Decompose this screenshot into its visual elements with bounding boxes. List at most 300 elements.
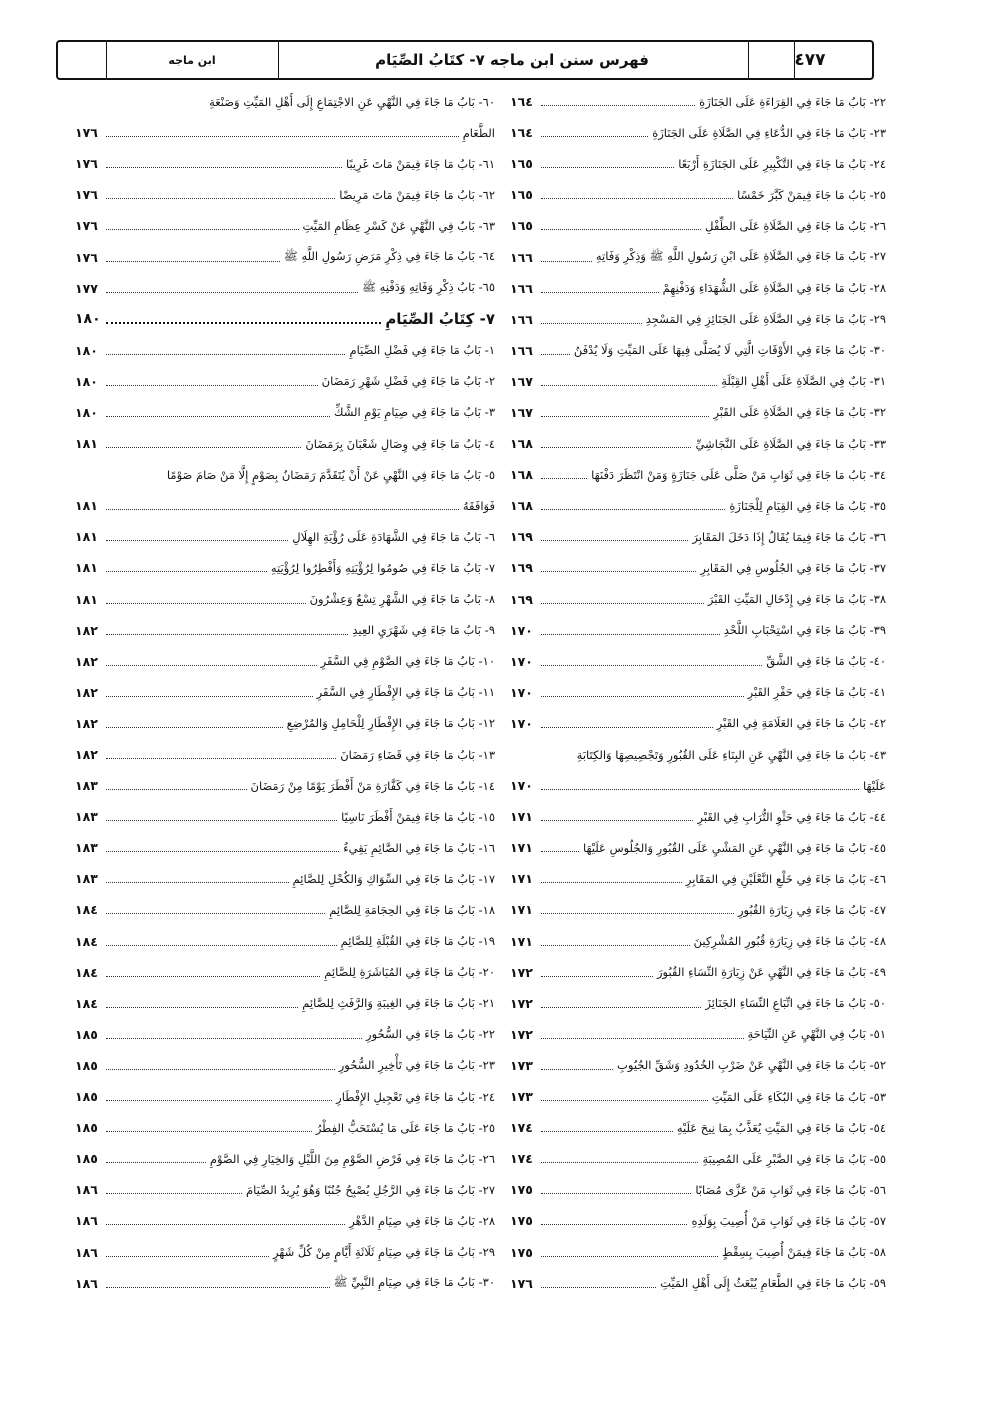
toc-entry — [510, 863, 886, 894]
toc-entry-title: ٣- بَابُ مَا جَاءَ فِي صِيَامِ يَوْمِ الشَّكِّ — [334, 405, 495, 420]
toc-entry-page: ١٦٦ — [510, 249, 533, 265]
toc-entry-title: ٤٣- بَابُ مَا جَاءَ فِي النَّهْيِ عَنِ البِنَاءِ عَلَى القُبُورِ وَتَجْصِيصِهَا وَالكِتَابَةِ — [576, 747, 886, 762]
toc-entry-page: ١٨٥ — [75, 1151, 98, 1167]
toc-entry-title: ٤١- بَابُ مَا جَاءَ فِي حَفْرِ القَبْرِ — [747, 685, 886, 700]
toc-entry — [75, 957, 495, 988]
toc-entry-page: ١٨٤ — [75, 902, 98, 918]
toc-entry-page: ١٦٥ — [510, 187, 533, 203]
toc-entry — [75, 490, 495, 521]
toc-entry-title: ٤٧- بَابُ مَا جَاءَ فِي زِيَارَةِ القُبُورِ — [737, 902, 886, 917]
dot-leader — [106, 571, 267, 572]
dot-leader — [106, 385, 318, 386]
dot-leader — [541, 509, 725, 510]
dot-leader — [541, 851, 579, 852]
dot-leader — [106, 416, 330, 417]
toc-entry-page: ١٧٦ — [75, 187, 98, 203]
toc-entry-title: ١- بَابُ مَا جَاءَ فِي فَضْلِ الصِّيَامِ — [349, 343, 495, 358]
dot-leader — [541, 913, 734, 914]
toc-entry-page: ١٦٧ — [510, 373, 533, 389]
dot-leader — [541, 354, 570, 355]
toc-entry-page: ١٦٥ — [510, 218, 533, 234]
toc-entry-title: ٤- بَابُ مَا جَاءَ فِي وِصَالِ شَعْبَانَ بِرَمَضَانَ — [305, 436, 495, 451]
dot-leader — [106, 913, 325, 914]
toc-entry-title: ٣٠- بَابُ مَا جَاءَ فِي الأَوْقَاتِ الَّتِي لَا يُصَلَّى فِيهَا عَلَى المَيِّتِ وَلَا يُدْفَنُ — [573, 343, 886, 358]
dot-leader — [541, 198, 733, 199]
toc-entry — [510, 926, 886, 957]
toc-entry-title: ٢٠- بَابُ مَا جَاءَ فِي المُبَاشَرَةِ لِلصَّائِمِ — [324, 965, 495, 980]
dot-leader — [106, 354, 345, 355]
toc-entry-page: ١٨٤ — [75, 933, 98, 949]
toc-entry-page: ١٧٢ — [510, 964, 533, 980]
toc-entry — [75, 521, 495, 552]
toc-entry-title: عَلَيْهَا — [863, 778, 886, 793]
toc-entry-title: ١٢- بَابُ مَا جَاءَ فِي الإِفْطَارِ لِلْحَامِلِ وَالمُرْضِعِ — [286, 716, 495, 731]
toc-entry-title: ٢٥- بَابُ مَا جَاءَ عَلَى مَا يُسْتَحَبُّ الفِطْرُ — [315, 1120, 495, 1135]
toc-entry-page: ١٨٢ — [75, 747, 98, 763]
toc-entry — [75, 770, 495, 801]
toc-right-column — [510, 86, 886, 1299]
toc-entry-page: ١٦٦ — [510, 311, 533, 327]
dot-leader — [106, 540, 288, 541]
toc-entry-title: ١٧- بَابُ مَا جَاءَ فِي السِّوَاكِ وَالكُحْلِ لِلصَّائِمِ — [292, 871, 495, 886]
toc-entry-page: ١٧٠ — [510, 684, 533, 700]
toc-entry-title: ٢٩- بَابُ مَا جَاءَ فِي الصَّلَاةِ عَلَى الجَنَائِزِ فِي المَسْجِدِ — [645, 312, 886, 327]
toc-entry-page: ١٨١ — [75, 529, 98, 545]
toc-entry-title: ٥٦- بَابُ مَا جَاءَ فِي ثَوَابِ مَنْ عَزَّى مُصَابًا — [695, 1182, 886, 1197]
toc-entry-page: ١٨١ — [75, 498, 98, 514]
dot-leader — [541, 323, 642, 324]
toc-entry — [510, 490, 886, 521]
toc-entry — [75, 1174, 495, 1205]
dot-leader — [106, 229, 299, 230]
toc-entry-title: ٢- بَابُ مَا جَاءَ فِي فَضْلِ شَهْرِ رَمَضَانَ — [321, 374, 495, 389]
toc-entry-title: ٥- بَابُ مَا جَاءَ فِي النَّهْيِ عَنْ أَنْ يُتَقَدَّمَ رَمَضَانُ بِصَوْمٍ إِلَّا مَنْ صَامَ صَوْمًا — [166, 467, 495, 482]
toc-entry-title: ٦٠- بَابُ مَا جَاءَ فِي النَّهْيِ عَنِ الاجْتِمَاعِ إِلَى أَهْلِ المَيِّتِ وَصَنْعَةِ — [209, 94, 495, 109]
toc-entry — [75, 86, 495, 117]
toc-entry — [75, 677, 495, 708]
dot-leader — [541, 1193, 691, 1194]
dot-leader — [106, 447, 301, 448]
toc-entry — [510, 428, 886, 459]
toc-entry-page: ١٨١ — [75, 436, 98, 452]
toc-entry — [510, 1081, 886, 1112]
toc-entry — [75, 366, 495, 397]
toc-entry — [75, 584, 495, 615]
dot-leader — [106, 727, 283, 728]
toc-entry-title: ٣٣- بَابُ مَا جَاءَ فِي الصَّلَاةِ عَلَى النَّجَاشِيِّ — [695, 436, 886, 451]
toc-entry-title: ٦٥- بَابُ ذِكْرِ وَفَاتِهِ وَدَفْنِهِ ﷺ — [362, 279, 495, 294]
toc-entry-page: ١٧٠ — [510, 622, 533, 638]
toc-entry — [510, 304, 886, 335]
toc-entry — [510, 1205, 886, 1236]
dot-leader — [106, 1069, 335, 1070]
toc-entry-page: ١٦٧ — [510, 404, 533, 420]
toc-entry — [75, 615, 495, 646]
toc-entry — [75, 1112, 495, 1143]
toc-entry — [75, 552, 495, 583]
dot-leader — [106, 1287, 330, 1288]
toc-entry — [510, 241, 886, 272]
toc-entry-page: ١٨٠ — [75, 373, 98, 389]
toc-left-column — [75, 86, 495, 1299]
toc-entry-title: ١٣- بَابُ مَا جَاءَ فِي قَضَاءِ رَمَضَانَ — [340, 747, 495, 762]
dot-leader — [541, 540, 688, 541]
toc-entry — [510, 86, 886, 117]
toc-entry-page: ١٦٩ — [510, 591, 533, 607]
dot-leader — [541, 696, 744, 697]
toc-entry-page: ١٦٦ — [510, 342, 533, 358]
toc-entry-page: ١٧٠ — [510, 653, 533, 669]
dot-leader — [541, 261, 592, 262]
toc-entry — [75, 241, 495, 272]
toc-entry-page: ١٦٩ — [510, 560, 533, 576]
header-divider — [106, 42, 107, 78]
section-heading — [75, 304, 495, 335]
toc-entry-page: ١٧٦ — [75, 249, 98, 265]
toc-entry-page: ١٧٧ — [75, 280, 98, 296]
dot-leader — [541, 1131, 673, 1132]
toc-entry-page: ١٧٦ — [510, 1275, 533, 1291]
toc-entry — [75, 179, 495, 210]
toc-entry-page: ١٦٨ — [510, 498, 533, 514]
toc-entry — [510, 677, 886, 708]
toc-entry-title: ٢٧- بَابُ مَا جَاءَ فِي الصَّلَاةِ عَلَى ابْنِ رَسُولِ اللَّهِ ﷺ وَذِكْرِ وَفَاتِهِ — [595, 248, 886, 263]
toc-entry — [75, 1143, 495, 1174]
toc-entry — [510, 894, 886, 925]
toc-entry — [75, 397, 495, 428]
toc-entry — [510, 646, 886, 677]
toc-entry-title: ٣٨- بَابُ مَا جَاءَ فِي إِدْخَالِ المَيِّتِ القَبْرَ — [707, 592, 886, 607]
toc-entry-title: ٢٨- بَابُ مَا جَاءَ فِي الصَّلَاةِ عَلَى الشُّهَدَاءِ وَدَفْنِهِمْ — [662, 281, 886, 296]
toc-entry-title: ٦١- بَابُ مَا جَاءَ فِيمَنْ مَاتَ غَرِيبًا — [345, 156, 495, 171]
dot-leader — [106, 603, 306, 604]
dot-leader — [106, 1131, 312, 1132]
toc-entry-page: ١٧٤ — [510, 1120, 533, 1136]
dot-leader — [106, 820, 337, 821]
toc-entry — [75, 708, 495, 739]
toc-entry-page: ١٧٦ — [75, 218, 98, 234]
toc-entry-page: ١٨٦ — [75, 1182, 98, 1198]
toc-entry-page: ١٧٦ — [75, 156, 98, 172]
toc-entry — [510, 459, 886, 490]
toc-entry-title: ٩- بَابُ مَا جَاءَ فِي شَهْرَيِ العِيدِ — [352, 623, 495, 638]
toc-entry — [75, 739, 495, 770]
toc-entry — [510, 117, 886, 148]
book-name: ابن ماجه — [168, 53, 216, 67]
toc-entry-title: ٣٧- بَابُ مَا جَاءَ فِي الجُلُوسِ فِي المَقَابِرِ — [700, 560, 886, 575]
header-divider — [794, 42, 795, 78]
toc-entry — [510, 801, 886, 832]
toc-entry-title: ٣٥- بَابُ مَا جَاءَ فِي القِيَامِ لِلْجَنَازَةِ — [729, 498, 886, 513]
toc-entry-page: ١٧٤ — [510, 1151, 533, 1167]
toc-entry-title: ٢٢- بَابُ مَا جَاءَ فِي القِرَاءَةِ عَلَى الجَنَازَةِ — [699, 94, 886, 109]
toc-entry-page: ١٨٢ — [75, 715, 98, 731]
toc-entry-title: ٢٩- بَابُ مَا جَاءَ فِي صِيَامِ ثَلَاثَةِ أَيَّامٍ مِنْ كُلِّ شَهْرٍ — [272, 1245, 495, 1260]
toc-entry-title: ٥٤- بَابُ مَا جَاءَ فِي المَيِّتِ يُعَذَّبُ بِمَا نِيحَ عَلَيْهِ — [676, 1120, 886, 1135]
toc-entry-title: ٦٣- بَابٌ فِي النَّهْيِ عَنْ كَسْرِ عِظَامِ المَيِّتِ — [302, 218, 495, 233]
running-title: فهرس سنن ابن ماجه ٧- كتَابُ الصِّيَام — [375, 51, 649, 69]
toc-entry-page: ١٨٤ — [75, 995, 98, 1011]
toc-entry-page: ١٨٥ — [75, 1120, 98, 1136]
toc-entry — [510, 210, 886, 241]
dot-leader — [106, 136, 459, 137]
toc-entry — [510, 397, 886, 428]
toc-entry-title: الطَّعَامِ — [462, 125, 495, 140]
toc-entry-page: ١٨٣ — [75, 778, 98, 794]
toc-entry — [510, 957, 886, 988]
toc-entry — [510, 366, 886, 397]
dot-leader — [541, 167, 674, 168]
toc-entry — [75, 1081, 495, 1112]
toc-entry-title: ٤٠- بَابُ مَا جَاءَ فِي الشَّقِّ — [766, 654, 886, 669]
toc-entry-page: ١٧٢ — [510, 995, 533, 1011]
toc-entry-page: ١٧٥ — [510, 1244, 533, 1260]
toc-entry — [510, 832, 886, 863]
toc-entry — [75, 801, 495, 832]
toc-entry — [510, 739, 886, 770]
toc-entry-page: ١٨٢ — [75, 622, 98, 638]
toc-entry — [510, 770, 886, 801]
toc-entry-title: ٥٧- بَابُ مَا جَاءَ فِي ثَوَابِ مَنْ أُصِيبَ بِوَلَدِهِ — [691, 1213, 886, 1228]
toc-entry — [510, 179, 886, 210]
toc-entry-title: ٢٧- بَابُ مَا جَاءَ فِي الرَّجُلِ يُصْبِحُ جُنُبًا وَهُوَ يُرِيدُ الصِّيَامَ — [246, 1182, 495, 1197]
dot-leader — [541, 1224, 687, 1225]
toc-entry-title: ٨- بَابُ مَا جَاءَ فِي الشَّهْرِ تِسْعٌ وَعِشْرُونَ — [309, 592, 495, 607]
toc-entry-title: ٢٨- بَابُ مَا جَاءَ فِي صِيَامِ الدَّهْرِ — [349, 1213, 495, 1228]
dot-leader — [106, 758, 336, 759]
header-divider — [278, 42, 279, 78]
toc-entry-page: ١٨٠ — [75, 342, 98, 358]
dot-leader — [106, 789, 247, 790]
dot-leader — [106, 322, 381, 324]
dot-leader — [106, 1038, 362, 1039]
toc-entry-page: ١٨٣ — [75, 871, 98, 887]
toc-entry — [510, 335, 886, 366]
toc-entry-title: ٢١- بَابُ مَا جَاءَ فِي الغِيبَةِ وَالرَّفَثِ لِلصَّائِمِ — [302, 996, 495, 1011]
toc-entry — [510, 1143, 886, 1174]
toc-entry-title: ٣١- بَابٌ فِي الصَّلَاةِ عَلَى أَهْلِ القِبْلَةِ — [721, 374, 886, 389]
dot-leader — [541, 789, 859, 790]
toc-entry — [75, 210, 495, 241]
toc-entry-page: ١٧٥ — [510, 1213, 533, 1229]
page-header — [56, 40, 874, 80]
toc-entry — [510, 615, 886, 646]
dot-leader — [106, 1193, 242, 1194]
toc-entry — [75, 428, 495, 459]
toc-entry-title: فَوَافَقَهُ — [462, 498, 495, 513]
toc-entry-title: ٣٠- بَابُ مَا جَاءَ فِي صِيَامِ النَّبِيِّ ﷺ — [333, 1274, 495, 1289]
page-number: ٤٧٧ — [794, 50, 826, 70]
toc-entry-title: ٥٥- بَابُ مَا جَاءَ فِي الصَّبْرِ عَلَى المُصِيبَةِ — [702, 1151, 886, 1166]
dot-leader — [106, 1162, 206, 1163]
toc-entry — [510, 273, 886, 304]
toc-entry-page: ١٧٣ — [510, 1089, 533, 1105]
toc-entry-title: ٦٤- بَابُ مَا جَاءَ فِي ذِكْرِ مَرَضِ رَسُولِ اللَّهِ ﷺ — [283, 248, 495, 263]
toc-entry — [75, 117, 495, 148]
toc-entry-title: ٤٥- بَابُ مَا جَاءَ فِي النَّهْيِ عَنِ المَشْيِ عَلَى القُبُورِ وَالجُلُوسِ عَلَيْهَا — [582, 840, 886, 855]
dot-leader — [541, 1287, 656, 1288]
toc-entry-page: ١٧١ — [510, 809, 533, 825]
toc-entry-title: ٦٢- بَابُ مَا جَاءَ فِيمَنْ مَاتَ مَرِيضًا — [339, 187, 495, 202]
toc-entry-page: ١٨٥ — [75, 1057, 98, 1073]
toc-entry-page: ١٧١ — [510, 840, 533, 856]
toc-entry-page: ١٨٥ — [75, 1026, 98, 1042]
toc-entry-page: ١٧٦ — [75, 125, 98, 141]
dot-leader — [541, 603, 704, 604]
toc-entry — [75, 988, 495, 1019]
toc-entry — [510, 1019, 886, 1050]
toc-entry — [75, 148, 495, 179]
toc-entry — [75, 1236, 495, 1267]
dot-leader — [541, 1256, 718, 1257]
dot-leader — [541, 634, 720, 635]
dot-leader — [106, 882, 289, 883]
toc-entry-page: ١٨٥ — [75, 1089, 98, 1105]
toc-entry — [75, 1019, 495, 1050]
dot-leader — [106, 167, 342, 168]
toc-entry-page: ١٦٥ — [510, 156, 533, 172]
dot-leader — [106, 696, 313, 697]
dot-leader — [106, 665, 317, 666]
toc-entry-page: ١٧٠ — [510, 715, 533, 731]
toc-entry-title: ٤٤- بَابُ مَا جَاءَ فِي حَثْوِ التُّرَابِ فِي القَبْرِ — [697, 809, 886, 824]
toc-entry-page: ١٦٨ — [510, 467, 533, 483]
toc-entry-page: ١٧١ — [510, 871, 533, 887]
dot-leader — [541, 416, 709, 417]
toc-entry-title: ١٨- بَابُ مَا جَاءَ فِي الحِجَامَةِ لِلصَّائِمِ — [329, 902, 495, 917]
toc-entry-page: ١٧٥ — [510, 1182, 533, 1198]
toc-entry-page: ١٨٢ — [75, 684, 98, 700]
toc-entry — [510, 1112, 886, 1143]
toc-entry-title: ١٥- بَابُ مَا جَاءَ فِيمَنْ أَفْطَرَ نَاسِيًا — [341, 809, 495, 824]
toc-entry — [75, 926, 495, 957]
toc-entry-title: ٥٩- بَابُ مَا جَاءَ فِي الطَّعَامِ يُبْعَثُ إِلَى أَهْلِ المَيِّتِ — [660, 1276, 886, 1291]
toc-entry-title: ٢٤- بَابُ مَا جَاءَ فِي التَّكْبِيرِ عَلَى الجَنَازَةِ أَرْبَعًا — [678, 156, 886, 171]
toc-entry-title: ٣٩- بَابُ مَا جَاءَ فِي اسْتِحْبَابِ اللَّحْدِ — [723, 623, 886, 638]
toc-entry — [75, 863, 495, 894]
toc-entry — [75, 459, 495, 490]
toc-entry — [510, 521, 886, 552]
toc-entry-title: ٤٢- بَابُ مَا جَاءَ فِي العَلَامَةِ فِي القَبْرِ — [716, 716, 886, 731]
dot-leader — [541, 976, 653, 977]
dot-leader — [106, 851, 339, 852]
dot-leader — [106, 1100, 332, 1101]
dot-leader — [106, 292, 358, 293]
dot-leader — [541, 945, 690, 946]
toc-entry — [75, 894, 495, 925]
toc-entry-title: ٥٣- بَابُ مَا جَاءَ فِي البُكَاءِ عَلَى المَيِّتِ — [711, 1089, 886, 1104]
toc-entry-title: ٥٠- بَابُ مَا جَاءَ فِي اتِّبَاعِ النِّسَاءِ الجَنَائِزَ — [705, 996, 886, 1011]
dot-leader — [541, 1162, 698, 1163]
toc-entry-page: ١٨٦ — [75, 1213, 98, 1229]
toc-entry — [510, 988, 886, 1019]
toc-entry-page: ١٨٦ — [75, 1275, 98, 1291]
toc-entry-page: ١٨٤ — [75, 964, 98, 980]
toc-entry-title: ١٩- بَابُ مَا جَاءَ فِي القُبْلَةِ لِلصَّائِمِ — [340, 934, 495, 949]
toc-entry-page: ١٦٤ — [510, 125, 533, 141]
dot-leader — [541, 1007, 701, 1008]
dot-leader — [541, 571, 696, 572]
dot-leader — [106, 509, 459, 510]
toc-entry — [75, 1268, 495, 1299]
dot-leader — [541, 1038, 744, 1039]
toc-entry-page: ١٨٣ — [75, 840, 98, 856]
toc-entry — [75, 335, 495, 366]
toc-entry — [75, 273, 495, 304]
toc-entry — [510, 584, 886, 615]
toc-entry — [75, 646, 495, 677]
toc-entry-title: ١٠- بَابُ مَا جَاءَ فِي الصَّوْمِ فِي السَّفَرِ — [320, 654, 495, 669]
dot-leader — [106, 976, 320, 977]
dot-leader — [106, 1256, 269, 1257]
toc-entry-title: ٤٨- بَابُ مَا جَاءَ فِي زِيَارَةِ قُبُورِ المُشْرِكِينَ — [693, 934, 886, 949]
toc-entry-title: ٣٦- بَابُ مَا جَاءَ فِيمَا يُقَالُ إِذَا دَخَلَ المَقَابِرَ — [692, 529, 886, 544]
toc-entry-page: ١٦٨ — [510, 436, 533, 452]
toc-entry-title: ٧- كِتَابُ الصِّيَامِ — [385, 310, 495, 329]
toc-entry-title: ٢٥- بَابُ مَا جَاءَ فِيمَنْ كَبَّرَ خَمْسًا — [737, 187, 886, 202]
toc-entry-title: ٢٣- بَابُ مَا جَاءَ فِي تَأْخِيرِ السُّحُورِ — [338, 1058, 495, 1073]
dot-leader — [541, 385, 717, 386]
dot-leader — [541, 820, 693, 821]
toc-entry-page: ١٨١ — [75, 591, 98, 607]
toc-entry-page: ١٧٠ — [510, 778, 533, 794]
toc-entry-page: ١٨٦ — [75, 1244, 98, 1260]
dot-leader — [541, 105, 695, 106]
toc-entry-page: ١٦٤ — [510, 94, 533, 110]
toc-entry-title: ٥٢- بَابُ مَا جَاءَ فِي النَّهْيِ عَنْ ضَرْبِ الخُدُودِ وَشَقِّ الجُيُوبِ — [617, 1058, 886, 1073]
toc-entry — [75, 1050, 495, 1081]
dot-leader — [541, 136, 648, 137]
toc-entry — [510, 1174, 886, 1205]
toc-entry-page: ١٦٩ — [510, 529, 533, 545]
toc-entry-page: ١٨١ — [75, 560, 98, 576]
toc-entry-title: ٤٩- بَابُ مَا جَاءَ فِي النَّهْيِ عَنْ زِيَارَةِ النِّسَاءِ القُبُورَ — [656, 965, 886, 980]
toc-entry-title: ٢٣- بَابُ مَا جَاءَ فِي الدُّعَاءِ فِي الصَّلَاةِ عَلَى الجَنَازَةِ — [652, 125, 886, 140]
toc-entry-title: ١٤- بَابُ مَا جَاءَ فِي كَفَّارَةِ مَنْ أَفْطَرَ يَوْمًا مِنْ رَمَضَانَ — [250, 778, 495, 793]
toc-entry — [510, 1236, 886, 1267]
toc-entry-title: ٢٦- بَابُ مَا جَاءَ فِي فَرْضِ الصَّوْمِ مِنَ اللَّيْلِ وَالخِيَارِ فِي الصَّوْمِ — [209, 1151, 495, 1166]
toc-entry-page: ١٧١ — [510, 902, 533, 918]
dot-leader — [541, 1069, 613, 1070]
dot-leader — [106, 634, 348, 635]
toc-entry — [510, 1050, 886, 1081]
toc-entry-page: ١٧١ — [510, 933, 533, 949]
dot-leader — [541, 1100, 708, 1101]
dot-leader — [106, 198, 335, 199]
toc-entry-title: ٧- بَابُ مَا جَاءَ فِي صُومُوا لِرُؤْيَتِهِ وَأَفْطِرُوا لِرُؤْيَتِهِ — [270, 560, 495, 575]
toc-entry-title: ٥١- بَابٌ فِي النَّهْيِ عَنِ النِّيَاحَةِ — [747, 1027, 886, 1042]
dot-leader — [541, 665, 762, 666]
toc-entry-page: ١٨٢ — [75, 653, 98, 669]
toc-entry-page: ١٨٠ — [75, 404, 98, 420]
dot-leader — [541, 292, 659, 293]
dot-leader — [106, 945, 337, 946]
toc-entry-title: ٥٨- بَابُ مَا جَاءَ فِيمَنْ أُصِيبَ بِسِقْطٍ — [722, 1245, 886, 1260]
toc-entry-page: ١٧٢ — [510, 1026, 533, 1042]
toc-entry-title: ١٦- بَابُ مَا جَاءَ فِي الصَّائِمِ يَقِيءُ — [343, 840, 495, 855]
dot-leader — [541, 727, 713, 728]
dot-leader — [541, 478, 587, 479]
toc-entry-title: ٢٦- بَابُ مَا جَاءَ فِي الصَّلَاةِ عَلَى الطِّفْلِ — [705, 218, 886, 233]
toc-entry-page: ١٨٣ — [75, 809, 98, 825]
toc-entry — [510, 552, 886, 583]
toc-entry-page: ١٧٣ — [510, 1057, 533, 1073]
toc-entry-title: ٢٤- بَابُ مَا جَاءَ فِي تَعْجِيلِ الإِفْطَارِ — [336, 1089, 495, 1104]
toc-entry-title: ٦- بَابُ مَا جَاءَ فِي الشَّهَادَةِ عَلَى رُؤْيَةِ الهِلَالِ — [292, 529, 495, 544]
toc-entry — [75, 832, 495, 863]
toc-entry-title: ٤٦- بَابُ مَا جَاءَ فِي خَلْعِ النَّعْلَيْنِ فِي المَقَابِرِ — [685, 871, 886, 886]
toc-entry-page: ١٨٠ — [75, 311, 101, 328]
